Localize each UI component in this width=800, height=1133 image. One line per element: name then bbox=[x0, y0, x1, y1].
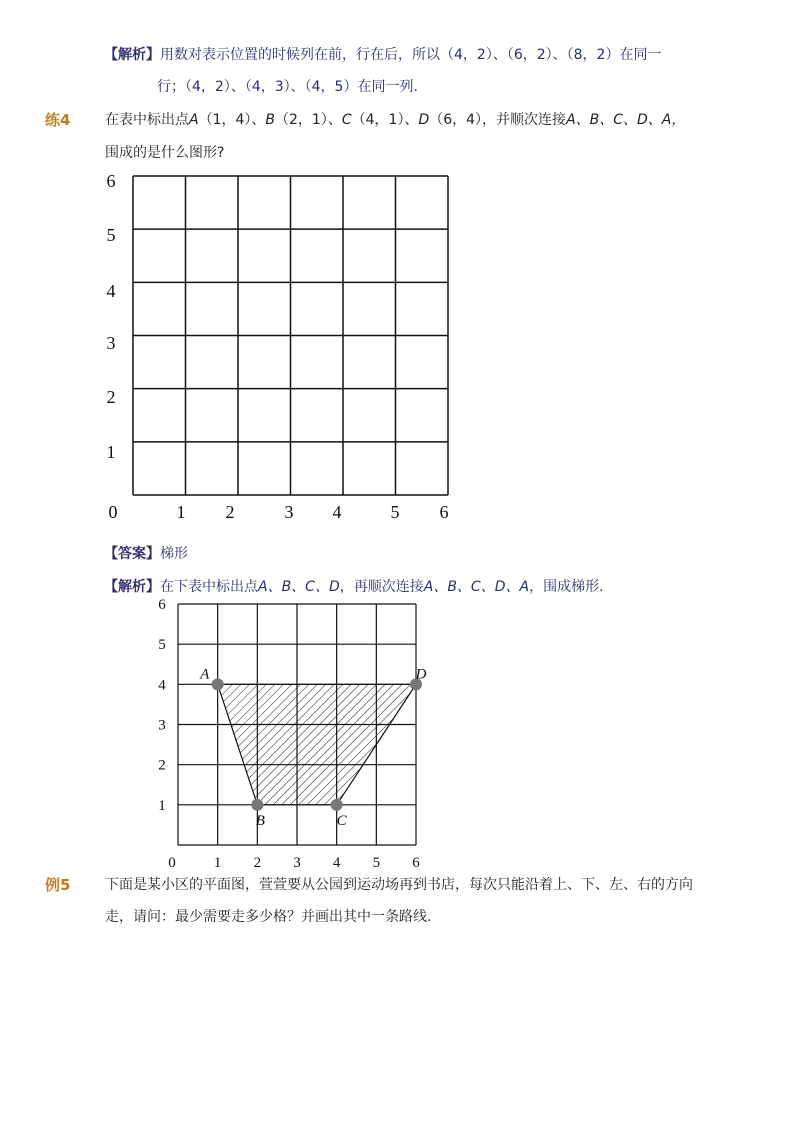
analysis-line-2: 行；（4，2）、（4，3）、（4，5）在同一列. bbox=[157, 79, 418, 95]
grid-1-y-tick: 3 bbox=[106, 333, 116, 353]
grid-1-y-tick: 1 bbox=[106, 442, 116, 462]
example-5-line-1: 下面是某小区的平面图，萱萱要从公园到运动场再到书店，每次只能沿着上、下、左、右的方向 bbox=[105, 877, 693, 893]
answer-text: 梯形 bbox=[160, 546, 188, 562]
ex4-sequence: A、B、C、D、A， bbox=[566, 112, 686, 128]
grid-2-x-tick: 2 bbox=[253, 855, 262, 871]
point-label-a: A bbox=[200, 666, 210, 683]
point-label-d: D bbox=[415, 666, 427, 683]
point-a bbox=[212, 678, 224, 690]
ex4-text-d: （4，1）、 bbox=[351, 112, 419, 128]
grid-2-x-tick: 5 bbox=[372, 855, 381, 871]
grid-2-y-tick: 2 bbox=[158, 757, 166, 774]
ex4-point-c: C bbox=[341, 112, 352, 128]
grid-1-x-tick: 0 bbox=[108, 502, 118, 522]
ex4-text-c: （2，1）、 bbox=[275, 112, 342, 128]
grid-1-x-tick: 6 bbox=[439, 502, 449, 522]
analysis-2-t2: A、B、C、D bbox=[258, 579, 340, 595]
trapezoid-shape bbox=[218, 684, 416, 805]
point-label-b: B bbox=[255, 812, 265, 829]
grid-1-x-tick: 1 bbox=[176, 502, 186, 522]
ex4-point-d: D bbox=[418, 112, 430, 128]
grid-2-x-tick: 6 bbox=[412, 855, 420, 871]
grid-1-y-tick: 2 bbox=[106, 387, 116, 407]
ex4-text-b: （1，4）、 bbox=[198, 112, 266, 128]
analysis-2-t4: A、B、C、D、A bbox=[423, 579, 530, 595]
grid-2-x-tick: 1 bbox=[213, 855, 222, 871]
grid-2-y-tick: 3 bbox=[158, 717, 166, 734]
ex4-point-b: B bbox=[265, 112, 276, 128]
grid-1-y-tick: 6 bbox=[106, 171, 116, 191]
grid-2-x-tick: 0 bbox=[168, 855, 176, 871]
grid-2-y-tick: 4 bbox=[158, 677, 166, 694]
grid-1-y-tick: 5 bbox=[106, 225, 116, 245]
ex4-point-a: A bbox=[189, 112, 199, 128]
analysis-2-t3: ，再顺次连接 bbox=[339, 579, 424, 595]
grid-1-x-tick: 4 bbox=[332, 502, 342, 522]
point-label-c: C bbox=[336, 812, 347, 829]
grid-2-x-tick: 3 bbox=[293, 855, 301, 871]
analysis-2-t5: ，围成梯形. bbox=[529, 579, 604, 595]
analysis-line-1: 用数对表示位置的时候列在前，行在后，所以（4，2）、（6，2）、（8，2）在同一 bbox=[160, 47, 662, 63]
grid-2-y-tick: 6 bbox=[158, 597, 166, 613]
point-b bbox=[251, 799, 263, 811]
grid-2-y-tick: 5 bbox=[158, 637, 166, 654]
point-c bbox=[331, 799, 343, 811]
answer-tag: 【答案】 bbox=[104, 546, 160, 562]
grid-1-x-tick: 5 bbox=[390, 502, 400, 522]
exercise-4-label: 练4 bbox=[45, 111, 71, 129]
grid-1-y-tick: 4 bbox=[106, 281, 116, 301]
analysis-tag: 【解析】 bbox=[104, 47, 160, 63]
ex4-text-a: 在表中标出点 bbox=[105, 112, 189, 128]
example-5-line-2: 走，请问：最少需要走多少格？并画出其中一条路线. bbox=[105, 909, 432, 925]
grid-2-y-tick: 1 bbox=[158, 797, 166, 814]
example-5-label: 例5 bbox=[45, 876, 71, 894]
exercise-4-line-2: 围成的是什么图形? bbox=[105, 145, 225, 161]
analysis-2-tag: 【解析】 bbox=[104, 579, 160, 595]
analysis-2-t1: 在下表中标出点 bbox=[160, 579, 258, 595]
grid-1-x-tick: 2 bbox=[225, 502, 235, 522]
grid-1-x-tick: 3 bbox=[284, 502, 294, 522]
ex4-text-e: （6，4），并顺次连接 bbox=[429, 112, 567, 128]
grid-2-x-tick: 4 bbox=[332, 855, 341, 871]
